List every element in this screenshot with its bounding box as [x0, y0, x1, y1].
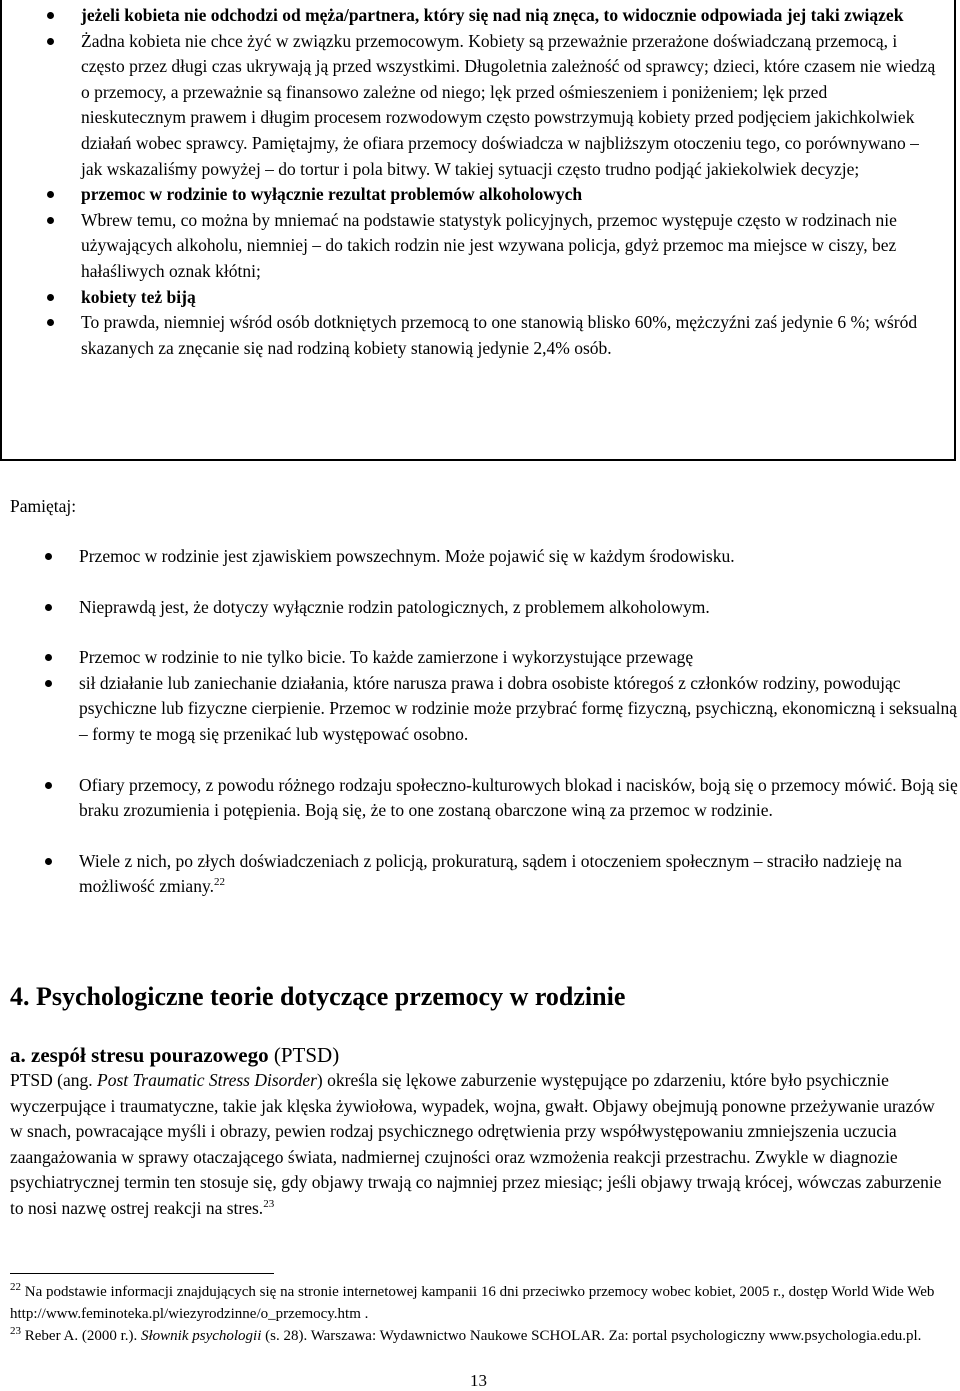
- list-item: [0, 671, 958, 748]
- list-item: [0, 645, 958, 671]
- list-item: [2, 29, 936, 183]
- subsection-heading-bold: a. zespół stresu pourazowego: [10, 1043, 269, 1067]
- footnote-text: Reber A. (2000 r.).: [21, 1328, 141, 1344]
- list-item: [2, 182, 936, 208]
- paragraph-text: PTSD (ang.: [10, 1070, 98, 1090]
- paragraph-term: Post Traumatic Stress Disorder: [97, 1070, 317, 1090]
- subsection-heading-normal: (PTSD): [268, 1043, 340, 1067]
- ptsd-paragraph: [10, 1068, 945, 1222]
- footnote-ref: 23: [263, 1198, 275, 1211]
- subsection-heading: [10, 1041, 339, 1069]
- remember-text: To każde zamierzone i wykorzystujące przewagę: [345, 647, 694, 668]
- footnotes: [10, 1281, 950, 1347]
- answer-text: Pamiętajmy, że ofiara przemocy doświadcza w najbliższym otoczeniu tego, co porównywano – jak wskazaliśmy powyżej – do tortur i pola bitwy.: [81, 132, 919, 179]
- list-item: [2, 310, 936, 361]
- footnote-title: Słownik psychologii: [140, 1328, 262, 1344]
- answer-text: W takiej sytuacji często trudno podjąć jakiekolwiek decyzje;: [430, 158, 860, 179]
- remember-text: Ofiary przemocy, z powodu różnego rodzaju społeczno-kulturowych blokad i nacisków, boją się o przemocy mówić. Boją się braku zrozumienia i potępienia. Boją się, że to one zostaną obarczone winą za przemoc w rodzinie.: [79, 774, 958, 821]
- list-item: [2, 285, 936, 311]
- answer-text: Wbrew temu, co można by mniemać na podstawie statystyk policyjnych, przemoc występuje często w rodzinach nie używających alkoholu, niemniej – do takich rodzin nie jest wzywana policja, gdyż przemoc ma miejsce w ciszy, bez hałaśliwych oznak kłótni;: [81, 209, 897, 281]
- answer-text: To prawda, niemniej wśród osób dotkniętych przemocą to one stanowią blisko 60%, mężczyźni zaś jedynie 6 %; wśród skazanych za znęcanie się nad rodziną kobiety stanowią jedynie 2,4% osób.: [81, 312, 918, 358]
- remember-list: [0, 544, 958, 900]
- footnote-ref: 22: [213, 876, 225, 889]
- remember-text: sił działanie lub zaniechanie działania, które narusza prawa i dobra osobiste któregoś z członków rodziny, powodując psychiczne lub fizyczne cierpienie.: [79, 672, 901, 719]
- remember-text: Przemoc w rodzinie może przybrać formę fizyczną, psychiczną, ekonomiczną i seksualną – formy te mogą się przenikać lub występować osobno.: [79, 698, 958, 744]
- answer-text: Żadna kobieta nie chce żyć w związku przemocowym. Kobiety są przeważnie przerażone doświadczaną przemocą, i często przez długi czas ukrywają ją przed wszystkimi.: [81, 30, 898, 77]
- list-item: [0, 849, 958, 900]
- list-item: [2, 208, 936, 285]
- footnote-text: (s. 28). Warszawa: Wydawnictwo Naukowe SCHOLAR. Za: portal psychologiczny www.psychologia.edu.pl.: [261, 1328, 922, 1344]
- footnote-number: 23: [10, 1325, 21, 1337]
- myth-text: jeżeli kobieta nie odchodzi od męża/partnera, który się nad nią znęca, to widocznie odpowiada jej taki związek: [81, 5, 904, 25]
- list-item: [0, 773, 958, 824]
- page-number: 13: [470, 1371, 487, 1390]
- remember-text: Przemoc w rodzinie to nie tylko bicie.: [79, 647, 346, 668]
- section-heading: 4. Psychologiczne teorie dotyczące przemocy w rodzinie: [10, 982, 626, 1011]
- list-item: [2, 3, 936, 29]
- footnote: [10, 1281, 950, 1325]
- answer-text: Długoletnia zależność od sprawcy; dzieci, które czasem nie wiedzą o przemocy, a przeważnie są finansowo zależne od niego; lęk przed ośmieszeniem i poniżeniem; lęk przed nieskutecznym prawem i długim procesem rozwodowym często powstrzymują kobiety przed podjęciem jakichkolwiek działań wobec sprawcy.: [81, 56, 936, 153]
- myth-text: przemoc w rodzinie to wyłącznie rezultat problemów alkoholowych: [81, 184, 583, 205]
- myth-text: kobiety też biją: [81, 286, 196, 307]
- remember-heading: Pamiętaj:: [10, 496, 77, 516]
- paragraph-text: ) określa się lękowe zaburzenie występujące po zdarzeniu, które było psychicznie wyczerpujące i traumatyczne, takie jak klęska żywiołowa, wypadek, wojna, gwałt. Objawy obejmują ponowne przeżywanie urazów w snach, powracające myśli i obrazy, pewien rodzaj psychicznego odrętwienia przy współwystępowaniu zmniejszenia uczucia zaangażowania w sprawy otaczającego świata, nadmiernej czujności oraz wzmożenia reakcji przestrachu. Zwykle w diagnozie psychiatrycznej termin ten stosuje się, gdy objawy trwają co najmniej przez miesiąc; jeśli objawy trwają krócej, wówczas zaburzenie to nosi nazwę ostrej reakcji na stres.: [10, 1070, 942, 1218]
- footnote-text: Na podstawie informacji znajdujących się na stronie internetowej kampanii 16 dni przeciwko przemocy wobec kobiet, 2005 r., dostęp World Wide Web http://www.feminoteka.pl/wiezyrodzinne/o_przemocy.htm .: [10, 1284, 935, 1322]
- footnote: [10, 1325, 950, 1347]
- list-item: [0, 544, 958, 570]
- footnote-number: 22: [10, 1281, 21, 1293]
- remember-text: Nieprawdą jest, że dotyczy wyłącznie rodzin patologicznych, z problemem alkoholowym.: [79, 596, 710, 617]
- myths-list: [2, 0, 954, 361]
- myths-box: [0, 0, 956, 461]
- list-item: [0, 595, 958, 621]
- remember-text: Wiele z nich, po złych doświadczeniach z policją, prokuraturą, sądem i otoczeniem społecznym – straciło nadzieję na możliwość zmiany.: [79, 850, 902, 897]
- footnote-separator: [10, 1273, 274, 1274]
- remember-text: Przemoc w rodzinie jest zjawiskiem powszechnym. Może pojawić się w każdym środowisku.: [79, 546, 735, 566]
